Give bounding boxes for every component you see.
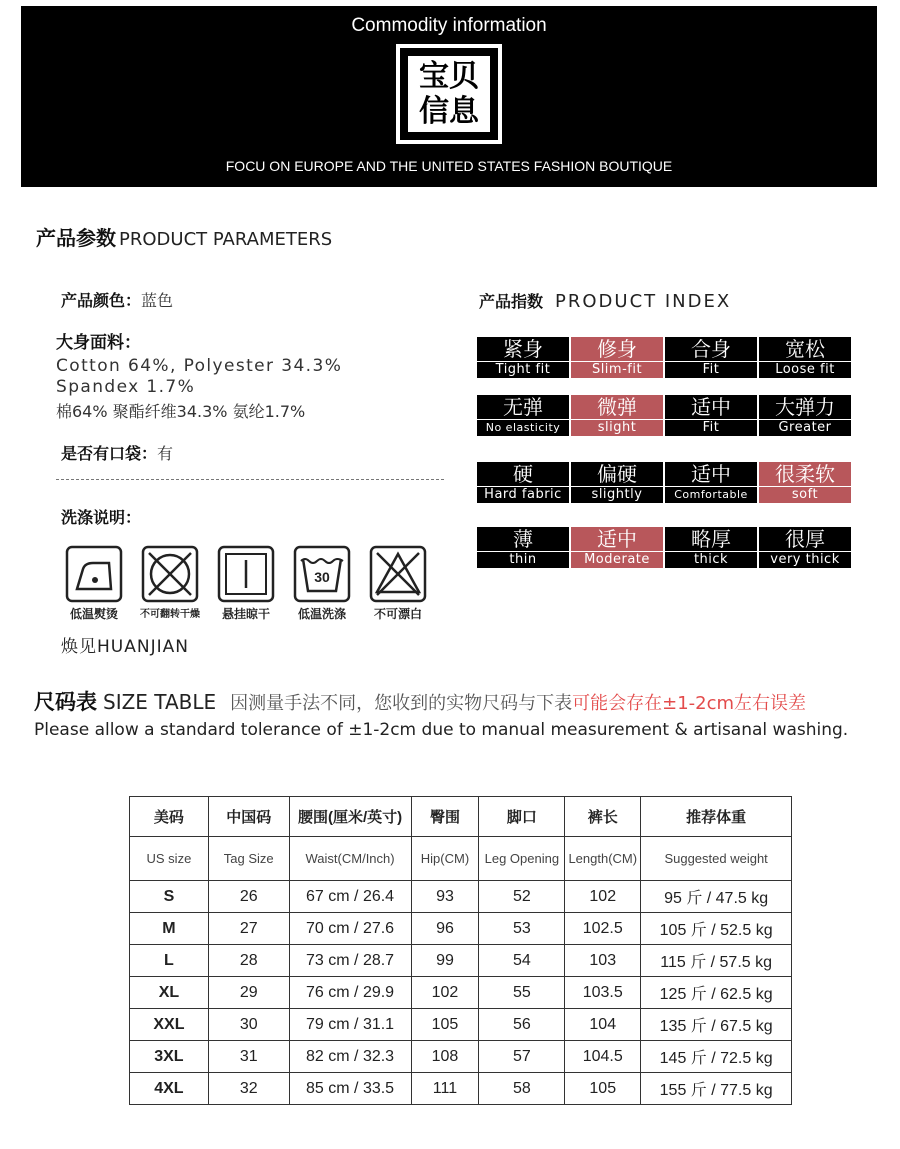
index-title-en: PRODUCT INDEX xyxy=(555,291,732,312)
table-header-cell: Leg Opening xyxy=(479,837,565,881)
banner-title: Commodity information xyxy=(351,15,547,36)
table-row xyxy=(130,1009,792,1041)
index-cell-cn: 适中 xyxy=(665,395,757,419)
brand-name: 焕见HUANJIAN xyxy=(61,637,189,657)
index-cell-en: Greater xyxy=(759,420,851,436)
table-cell: L xyxy=(130,945,209,977)
params-title-cn: 产品参数 xyxy=(36,226,116,250)
index-cell-en: slight xyxy=(571,420,663,436)
index-cell-en: soft xyxy=(759,487,851,503)
table-header-cell: Length(CM) xyxy=(565,837,641,881)
index-cell xyxy=(759,337,851,379)
table-cell: 28 xyxy=(208,945,289,977)
wash-caption: 低温洗涤 xyxy=(297,607,346,621)
wash-item xyxy=(132,545,208,620)
index-cell-en: Slim-fit xyxy=(571,362,663,378)
no-bleach-icon xyxy=(369,545,427,603)
table-cell: 105 xyxy=(565,1073,641,1105)
no-tumble-dry-icon xyxy=(141,545,199,603)
table-cell: 73 cm / 28.7 xyxy=(289,945,411,977)
index-cell xyxy=(759,527,851,569)
table-cell: 105 xyxy=(411,1009,479,1041)
table-cell: 32 xyxy=(208,1073,289,1105)
params-title-en: PRODUCT PARAMETERS xyxy=(119,229,333,250)
table-header-cell: Hip(CM) xyxy=(411,837,479,881)
table-cell: 135 斤 / 67.5 kg xyxy=(641,1009,792,1041)
table-cell: 111 xyxy=(411,1073,479,1105)
wash-item xyxy=(56,545,132,622)
table-cell: S xyxy=(130,881,209,913)
index-cell-active xyxy=(571,337,663,379)
index-cell-cn: 适中 xyxy=(665,462,757,486)
index-cell-en: thick xyxy=(665,552,757,568)
table-cell: 26 xyxy=(208,881,289,913)
table-header-cell: 腰围(厘米/英寸) xyxy=(289,797,411,837)
wash-30-icon xyxy=(293,545,351,603)
table-cell: 3XL xyxy=(130,1041,209,1073)
index-cell-cn: 修身 xyxy=(571,337,663,361)
divider xyxy=(56,479,444,480)
logo-line-2: 信息 xyxy=(419,94,479,129)
size-title-en: SIZE TABLE xyxy=(103,690,217,714)
index-cell xyxy=(665,395,757,437)
index-cell-en: Comfortable xyxy=(665,487,757,503)
table-header-cell: 臀围 xyxy=(411,797,479,837)
index-row-elasticity xyxy=(477,395,851,437)
table-cell: 53 xyxy=(479,913,565,945)
table-cell: 82 cm / 32.3 xyxy=(289,1041,411,1073)
wash-caption: 低温熨烫 xyxy=(69,607,118,621)
table-cell: 54 xyxy=(479,945,565,977)
wash-caption: 悬挂晾干 xyxy=(221,607,270,621)
table-cell: 96 xyxy=(411,913,479,945)
index-cell-en: Hard fabric xyxy=(477,487,569,503)
fabric-line-cn: 棉64% 聚酯纤维34.3% 氨纶1.7% xyxy=(56,402,306,421)
size-note-red: 可能会存在±1-2cm左右误差 xyxy=(572,693,807,714)
table-cell: 102.5 xyxy=(565,913,641,945)
index-cell-cn: 无弹 xyxy=(477,395,569,419)
index-cell-cn: 薄 xyxy=(477,527,569,551)
index-cell-en: Fit xyxy=(665,420,757,436)
index-title xyxy=(479,289,731,312)
table-cell: 79 cm / 31.1 xyxy=(289,1009,411,1041)
table-cell: 145 斤 / 72.5 kg xyxy=(641,1041,792,1073)
table-cell: 57 xyxy=(479,1041,565,1073)
table-row xyxy=(130,913,792,945)
index-row-fit xyxy=(477,337,851,379)
index-cell-cn: 宽松 xyxy=(759,337,851,361)
table-cell: 70 cm / 27.6 xyxy=(289,913,411,945)
line-dry-icon xyxy=(217,545,275,603)
size-title-cn: 尺码表 xyxy=(34,690,97,714)
table-row xyxy=(130,1041,792,1073)
index-cell-active xyxy=(759,462,851,504)
index-cell-cn: 硬 xyxy=(477,462,569,486)
table-cell: XXL xyxy=(130,1009,209,1041)
table-row xyxy=(130,977,792,1009)
banner-subtitle: FOCU ON EUROPE AND THE UNITED STATES FASHION BOUTIQUE xyxy=(225,158,673,174)
table-cell: 103 xyxy=(565,945,641,977)
table-cell: 108 xyxy=(411,1041,479,1073)
table-header-cell: Waist(CM/Inch) xyxy=(289,837,411,881)
index-cell xyxy=(665,337,757,379)
index-cell xyxy=(571,462,663,504)
index-cell xyxy=(477,527,569,569)
wash-item xyxy=(360,545,436,622)
table-cell: 29 xyxy=(208,977,289,1009)
table-row xyxy=(130,1073,792,1105)
table-header-cell: Tag Size xyxy=(208,837,289,881)
index-cell-en: Tight fit xyxy=(477,362,569,378)
color-value: 蓝色 xyxy=(141,291,174,310)
table-cell: 4XL xyxy=(130,1073,209,1105)
table-cell: 99 xyxy=(411,945,479,977)
wash-caption: 不可漂白 xyxy=(373,607,422,621)
index-cell xyxy=(477,462,569,504)
table-cell: 56 xyxy=(479,1009,565,1041)
index-cell-cn: 适中 xyxy=(571,527,663,551)
logo-line-1: 宝贝 xyxy=(419,59,479,94)
table-cell: XL xyxy=(130,977,209,1009)
table-cell: 103.5 xyxy=(565,977,641,1009)
table-cell: 102 xyxy=(411,977,479,1009)
index-cell-en: Fit xyxy=(665,362,757,378)
pocket-value: 有 xyxy=(157,444,174,463)
index-cell-en: Moderate xyxy=(571,552,663,568)
index-cell-active xyxy=(571,395,663,437)
index-title-cn: 产品指数 xyxy=(479,292,544,311)
table-header-cell: US size xyxy=(130,837,209,881)
table-cell: 85 cm / 33.5 xyxy=(289,1073,411,1105)
table-cell: 104 xyxy=(565,1009,641,1041)
index-cell-en: very thick xyxy=(759,552,851,568)
table-header-cell: 裤长 xyxy=(565,797,641,837)
size-table xyxy=(129,796,792,1105)
fabric-label: 大身面料： xyxy=(56,333,141,353)
table-header-cell: 推荐体重 xyxy=(641,797,792,837)
index-cell xyxy=(665,527,757,569)
wash-label: 洗涤说明： xyxy=(61,508,142,527)
index-cell-cn: 很柔软 xyxy=(759,462,851,486)
wash-caption: 不可翻转干燥 xyxy=(140,609,200,620)
table-cell: 55 xyxy=(479,977,565,1009)
fabric-line-1: Cotton 64%, Polyester 34.3% xyxy=(56,356,343,376)
index-row-thickness xyxy=(477,527,851,569)
color-label: 产品颜色： xyxy=(61,291,142,310)
index-cell xyxy=(477,395,569,437)
index-cell-cn: 偏硬 xyxy=(571,462,663,486)
pocket-label: 是否有口袋： xyxy=(61,444,158,463)
wash-temp: 30 xyxy=(314,569,330,585)
table-cell: 102 xyxy=(565,881,641,913)
table-header-cell: 中国码 xyxy=(208,797,289,837)
wash-item xyxy=(208,545,284,622)
index-cell-active xyxy=(571,527,663,569)
table-cell: 115 斤 / 57.5 kg xyxy=(641,945,792,977)
index-cell-cn: 很厚 xyxy=(759,527,851,551)
index-cell-cn: 微弹 xyxy=(571,395,663,419)
size-note: 因测量手法不同，您收到的实物尺码与下表 xyxy=(230,693,573,714)
table-cell: 31 xyxy=(208,1041,289,1073)
fabric-line-2: Spandex 1.7% xyxy=(56,377,196,397)
table-header-en xyxy=(130,837,792,881)
table-header-cell: 美码 xyxy=(130,797,209,837)
table-cell: 67 cm / 26.4 xyxy=(289,881,411,913)
index-cell-cn: 合身 xyxy=(665,337,757,361)
params-title xyxy=(36,222,332,251)
table-cell: 105 斤 / 52.5 kg xyxy=(641,913,792,945)
iron-low-icon xyxy=(65,545,123,603)
pocket-param xyxy=(61,441,173,464)
commodity-banner xyxy=(21,6,877,187)
table-cell: 104.5 xyxy=(565,1041,641,1073)
wash-item xyxy=(284,545,360,622)
index-cell-cn: 略厚 xyxy=(665,527,757,551)
table-header-cell: 脚口 xyxy=(479,797,565,837)
table-cell: M xyxy=(130,913,209,945)
table-cell: 27 xyxy=(208,913,289,945)
index-cell-en: thin xyxy=(477,552,569,568)
size-table-title xyxy=(34,686,806,716)
index-cell xyxy=(477,337,569,379)
wash-instructions xyxy=(56,545,436,625)
index-cell-cn: 紧身 xyxy=(477,337,569,361)
table-cell: 30 xyxy=(208,1009,289,1041)
index-cell xyxy=(665,462,757,504)
table-header-cell: Suggested weight xyxy=(641,837,792,881)
size-tolerance-note: Please allow a standard tolerance of ±1-2cm due to manual measurement & artisanal washing. xyxy=(34,720,849,740)
banner-logo xyxy=(396,44,502,144)
index-cell xyxy=(759,395,851,437)
table-cell: 76 cm / 29.9 xyxy=(289,977,411,1009)
index-cell-cn: 大弹力 xyxy=(759,395,851,419)
table-cell: 93 xyxy=(411,881,479,913)
table-cell: 52 xyxy=(479,881,565,913)
table-row xyxy=(130,881,792,913)
table-header-cn xyxy=(130,797,792,837)
table-cell: 155 斤 / 77.5 kg xyxy=(641,1073,792,1105)
color-param xyxy=(61,288,173,311)
table-cell: 95 斤 / 47.5 kg xyxy=(641,881,792,913)
index-cell-en: slightly xyxy=(571,487,663,503)
table-row xyxy=(130,945,792,977)
fabric-composition xyxy=(56,356,342,398)
index-row-softness xyxy=(477,462,851,504)
index-cell-en: Loose fit xyxy=(759,362,851,378)
index-cell-en: No elasticity xyxy=(477,420,569,436)
table-cell: 125 斤 / 62.5 kg xyxy=(641,977,792,1009)
table-cell: 58 xyxy=(479,1073,565,1105)
